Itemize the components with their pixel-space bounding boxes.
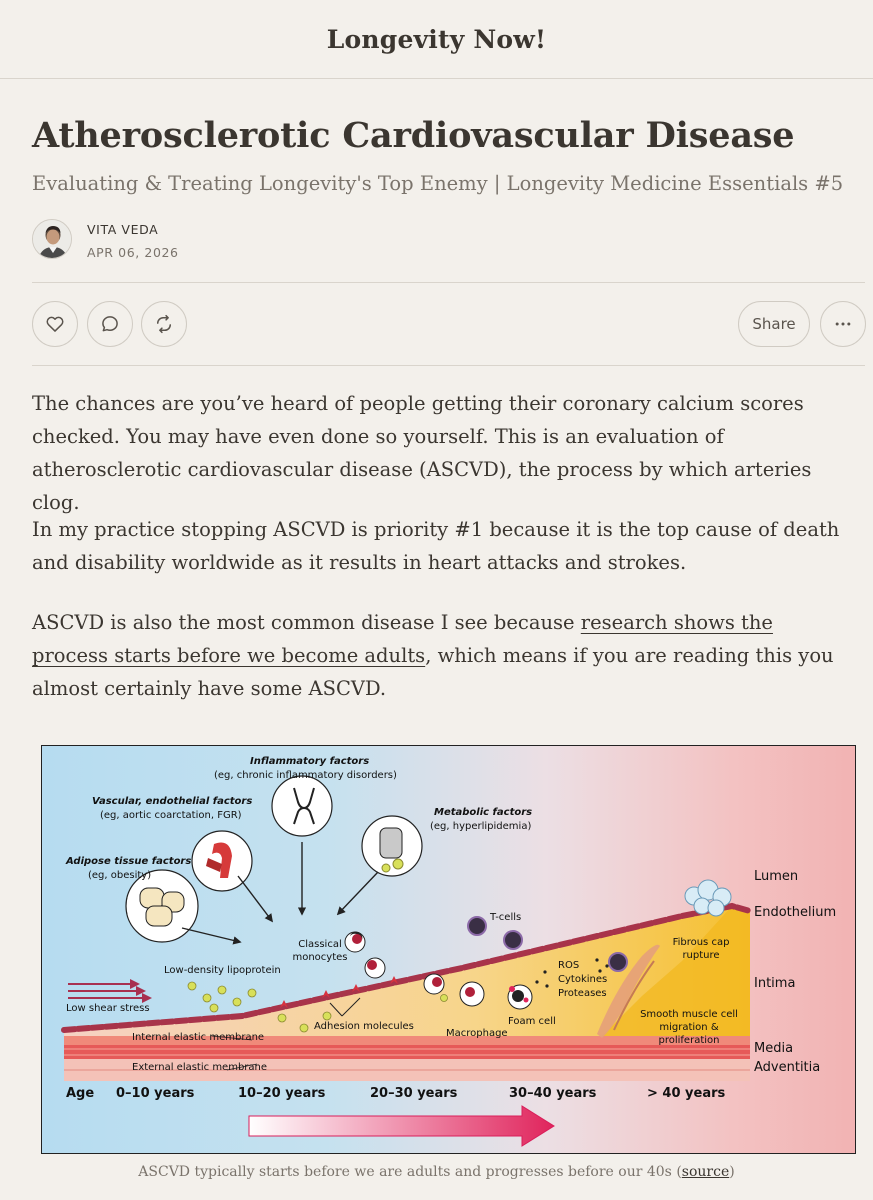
figure-caption: [0, 1164, 873, 1180]
author-name[interactable]: VITA VEDA: [87, 222, 159, 237]
ros-label: ROS: [558, 960, 580, 971]
adipose-title: Adipose tissue factors: [66, 856, 192, 867]
like-button[interactable]: [32, 301, 78, 347]
classical-monocytes-label: Classical monocytes: [292, 939, 348, 963]
age-range: 20–30 years: [370, 1086, 458, 1101]
shear-stress-arrows: [68, 984, 150, 998]
ascvd-progression-figure: [41, 745, 856, 1154]
vascular-title: Vascular, endothelial factors: [92, 796, 253, 807]
inflammatory-subtitle: (eg, chronic inflammatory disorders): [214, 770, 397, 781]
ldl-label: Low-density lipoprotein: [164, 965, 281, 976]
macrophage-label: Macrophage: [446, 1028, 508, 1039]
avatar[interactable]: [32, 219, 72, 259]
comment-icon: [100, 314, 120, 334]
restack-icon: [154, 314, 174, 334]
endothelium-label: Endothelium: [754, 905, 837, 920]
lumen-label: Lumen: [754, 869, 799, 884]
age-range: > 40 years: [647, 1086, 726, 1101]
smooth-muscle-label: Smooth muscle cell migration & proliferation: [640, 1009, 738, 1046]
publication-header: [0, 0, 873, 79]
divider: [32, 282, 865, 283]
comment-button[interactable]: [87, 301, 133, 347]
metabolic-title: Metabolic factors: [434, 807, 533, 818]
progression-arrow: [249, 1106, 554, 1146]
inflammatory-icon: [272, 776, 332, 836]
metabolic-subtitle: (eg, hyperlipidemia): [430, 821, 532, 832]
source-link[interactable]: source: [681, 1164, 730, 1180]
adhesion-label: Adhesion molecules: [314, 1021, 414, 1032]
internal-membrane-label: Internal elastic membrane: [132, 1032, 265, 1043]
external-membrane-label: External elastic membrane: [132, 1062, 268, 1073]
restack-button[interactable]: [141, 301, 187, 347]
age-range: 0–10 years: [116, 1086, 195, 1101]
paragraph: The chances are you’ve heard of people getting their coronary calcium scores checked. You may have even done so yourself. This is an evaluation of atherosclerotic cardiovascular disease (ASCVD), the process by which arteries clog.: [32, 392, 812, 514]
caption-text: ASCVD typically starts before we are adults and progresses before our 40s (: [138, 1164, 682, 1180]
fibrous-cap-label: Fibrous cap rupture: [672, 937, 730, 961]
t-cells-label: T-cells: [490, 912, 522, 923]
age-range: 10–20 years: [238, 1086, 326, 1101]
publication-name[interactable]: Longevity Now!: [326, 24, 547, 54]
share-button[interactable]: Share: [738, 301, 810, 347]
adipose-subtitle: (eg, obesity): [88, 870, 152, 881]
paragraph-text: , which means if you are reading this you almost certainly have some ASCVD.: [32, 644, 834, 700]
paragraph: In my practice stopping ASCVD is priority #1 because it is the top cause of death and disability worldwide as it results in heart attacks and strokes.: [32, 518, 840, 574]
research-link[interactable]: research shows the process starts before we become adults: [32, 611, 773, 667]
post-subtitle: Evaluating & Treating Longevity's Top Enemy | Longevity Medicine Essentials #5: [32, 172, 844, 195]
author-photo: [33, 220, 72, 259]
adventitia-label: Adventitia: [754, 1060, 821, 1075]
foam-cell-label: Foam cell: [508, 1016, 556, 1027]
more-options-button[interactable]: [820, 301, 866, 347]
paragraph: [32, 606, 842, 705]
proteases-label: Proteases: [558, 988, 607, 999]
post-date: APR 06, 2026: [87, 245, 179, 260]
heart-icon: [45, 314, 65, 334]
age-label: Age: [66, 1086, 95, 1101]
caption-end: ): [729, 1164, 735, 1180]
media-label: Media: [754, 1041, 794, 1056]
low-shear-label: Low shear stress: [66, 1003, 150, 1014]
age-range: 30–40 years: [509, 1086, 597, 1101]
vascular-subtitle: (eg, aortic coarctation, FGR): [100, 810, 242, 821]
metabolic-icon: [362, 816, 422, 876]
post-title: Atherosclerotic Cardiovascular Disease: [32, 115, 795, 156]
ellipsis-icon: [833, 314, 853, 334]
divider: [32, 365, 865, 366]
intima-label: Intima: [754, 976, 796, 991]
inflammatory-title: Inflammatory factors: [250, 756, 370, 767]
cytokines-label: Cytokines: [558, 974, 608, 985]
paragraph-text: ASCVD is also the most common disease I see because: [32, 611, 581, 634]
